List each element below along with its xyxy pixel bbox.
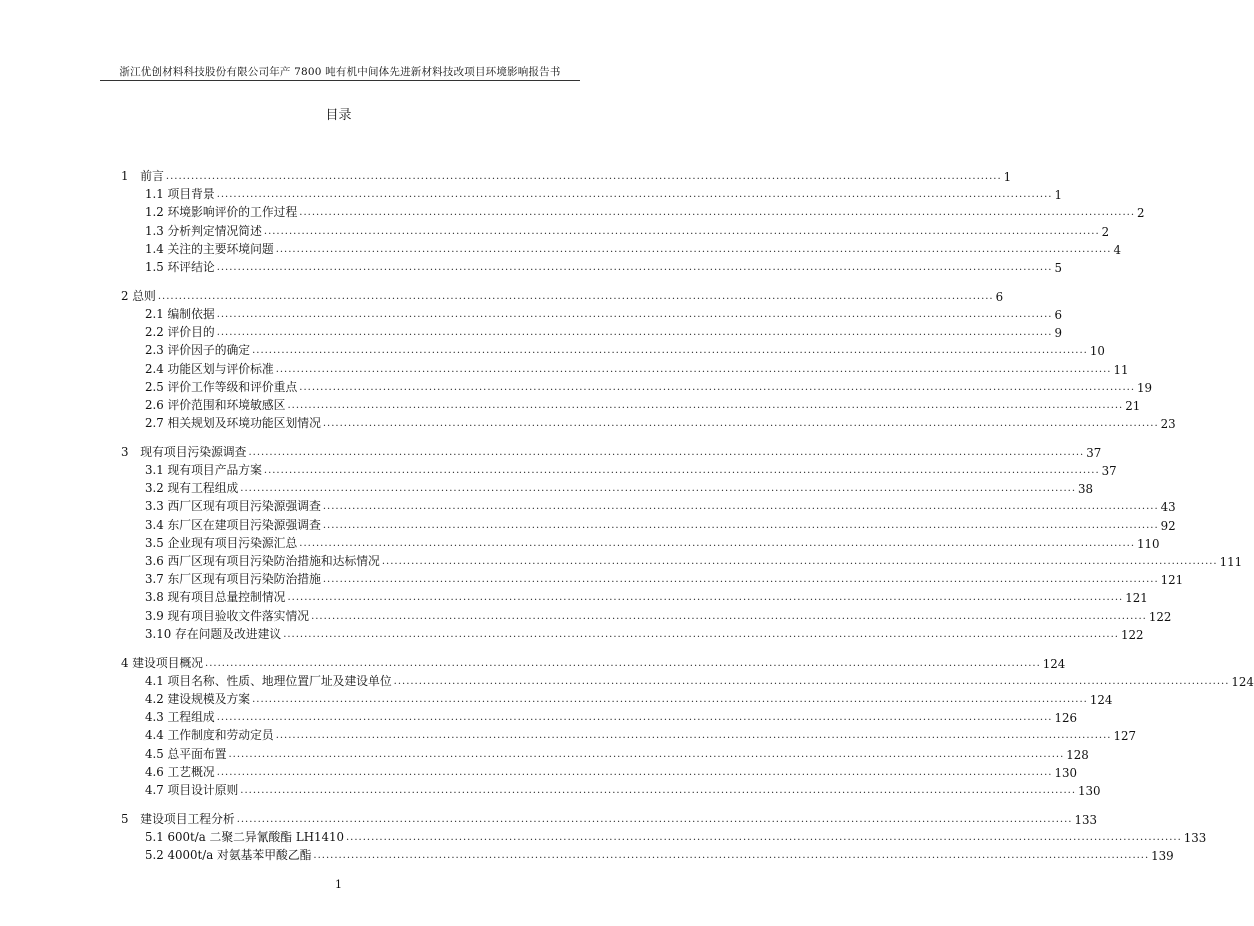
toc-entry-page: 9 — [1054, 326, 1062, 341]
toc-leader-dots: ........................................................................................................................................................................................................ — [393, 675, 1230, 687]
toc-entry-label: 3.3 西厂区现有项目污染源强调查 — [145, 499, 321, 514]
toc-entry-label: 2.3 评价因子的确定 — [145, 343, 251, 358]
toc-entry-page: 37 — [1086, 445, 1102, 460]
toc-section-row[interactable] — [145, 551, 1243, 569]
toc-entry-label: 1.2 环境影响评价的工作过程 — [145, 205, 298, 220]
toc-entry-page: 11 — [1113, 362, 1129, 377]
toc-entry-page: 121 — [1160, 573, 1184, 588]
toc-entry-label: 3.7 东厂区现有项目污染防治措施 — [145, 572, 321, 587]
toc-entry-page: 4 — [1113, 242, 1121, 257]
toc-leader-dots: ........................................................................................................................................................................................................ — [283, 628, 1119, 640]
toc-entry-label: 4.2 建设规模及方案 — [145, 691, 251, 706]
toc-section-row[interactable] — [145, 239, 1121, 257]
header-divider — [100, 80, 580, 81]
toc-entry-page: 92 — [1160, 518, 1176, 533]
toc-section-row[interactable] — [145, 780, 1101, 798]
toc-section-row[interactable] — [145, 762, 1077, 780]
toc-leader-dots: ........................................................................................................................................................................................................ — [346, 831, 1182, 843]
toc-chapter-row[interactable] — [121, 166, 1012, 184]
toc-entry-page: 133 — [1074, 812, 1097, 827]
toc-section-row[interactable] — [145, 340, 1105, 359]
toc-leader-dots: ........................................................................................................................................................................................................ — [275, 243, 1112, 255]
toc-section-row[interactable] — [145, 377, 1153, 395]
toc-entry-page: 23 — [1160, 417, 1176, 432]
toc-entry-page: 21 — [1125, 398, 1141, 413]
toc-entry-page: 37 — [1101, 464, 1117, 478]
toc-leader-dots: ........................................................................................................................................................................................................ — [275, 363, 1112, 375]
page-number: 1 — [335, 878, 342, 891]
toc-leader-dots: ........................................................................................................................................................................................................ — [240, 483, 1077, 495]
toc-entry-page: 1 — [1003, 170, 1012, 184]
toc-entry-page: 122 — [1148, 609, 1172, 624]
toc-section-row[interactable] — [145, 221, 1110, 239]
toc-entry-page: 5 — [1054, 261, 1062, 275]
toc-leader-dots: ........................................................................................................................................................................................................ — [287, 399, 1124, 411]
toc-entry-page: 6 — [995, 289, 1004, 304]
toc-entry-label: 4.6 工艺概况 — [145, 764, 215, 779]
toc-section-row[interactable] — [145, 606, 1172, 624]
toc-leader-dots: ........................................................................................................................................................................................................ — [311, 610, 1147, 622]
toc-entry-page: 38 — [1078, 482, 1094, 497]
toc-entry-label: 3 现有项目污染源调查 — [121, 444, 247, 459]
toc-section-row[interactable] — [145, 689, 1113, 707]
toc-chapter-row[interactable] — [121, 653, 1066, 671]
toc-leader-dots: ........................................................................................................................................................................................................ — [299, 207, 1136, 219]
toc-section-row[interactable] — [145, 827, 1207, 845]
toc-leader-dots: ........................................................................................................................................................................................................ — [236, 813, 1073, 825]
toc-entry-page: 124 — [1089, 692, 1113, 707]
toc-leader-dots: ........................................................................................................................................................................................................ — [165, 171, 1002, 182]
toc-leader-dots: ........................................................................................................................................................................................................ — [157, 290, 994, 302]
toc-leader-dots: ........................................................................................................................................................................................................ — [275, 730, 1112, 742]
toc-section-row[interactable] — [145, 587, 1148, 606]
toc-leader-dots: ........................................................................................................................................................................................................ — [228, 748, 1065, 760]
toc-entry-label: 3.2 现有工程组成 — [145, 481, 239, 496]
toc-section-row[interactable] — [145, 515, 1176, 533]
toc-entry-page: 43 — [1160, 500, 1176, 515]
toc-entry-page: 127 — [1113, 729, 1136, 744]
toc-leader-dots: ........................................................................................................................................................................................................ — [322, 501, 1159, 513]
toc-section-row[interactable] — [145, 257, 1062, 275]
toc-leader-dots: ........................................................................................................................................................................................................ — [322, 574, 1159, 586]
toc-entry-label: 2.4 功能区划与评价标准 — [145, 361, 274, 376]
toc-entry-label: 5.2 4000t/a 对氨基苯甲酸乙酯 — [145, 848, 312, 862]
toc-section-row[interactable] — [145, 707, 1077, 726]
toc-leader-dots: ........................................................................................................................................................................................................ — [216, 327, 1053, 339]
toc-section-row[interactable] — [145, 184, 1062, 203]
toc-leader-dots: ........................................................................................................................................................................................................ — [381, 556, 1218, 567]
toc-section-row[interactable] — [145, 671, 1254, 689]
toc-entry-label: 4.4 工作制度和劳动定员 — [145, 728, 274, 743]
toc-leader-dots: ........................................................................................................................................................................................................ — [216, 262, 1053, 273]
toc-entry-label: 1.3 分析判定情况简述 — [145, 223, 262, 238]
toc-entry-page: 133 — [1183, 830, 1207, 845]
toc-entry-page: 128 — [1066, 747, 1089, 762]
toc-section-row[interactable] — [145, 569, 1184, 588]
toc-section-row[interactable] — [145, 624, 1144, 642]
toc-entry-label: 2.6 评价范围和环境敏感区 — [145, 397, 286, 412]
toc-entry-label: 3.5 企业现有项目污染源汇总 — [145, 535, 298, 550]
toc-entry-label: 1.5 环评结论 — [145, 260, 215, 274]
toc-entry-label: 4.3 工程组成 — [145, 710, 215, 725]
toc-leader-dots: ........................................................................................................................................................................................................ — [263, 225, 1100, 237]
toc-entry-page: 111 — [1219, 555, 1243, 569]
toc-section-row[interactable] — [145, 322, 1062, 341]
toc-entry-label: 3.10 存在问题及改进建议 — [145, 626, 282, 641]
toc-entry-page: 124 — [1231, 674, 1254, 689]
toc-section-row[interactable] — [145, 413, 1176, 432]
toc-entry-label: 2.2 评价目的 — [145, 325, 215, 340]
toc-section-row[interactable] — [145, 725, 1136, 744]
toc-section-row[interactable] — [145, 496, 1176, 515]
toc-entry-label: 5 建设项目工程分析 — [121, 811, 235, 826]
toc-entry-label: 3.8 现有项目总量控制情况 — [145, 590, 286, 605]
toc-section-row[interactable] — [145, 395, 1141, 413]
toc-entry-page: 110 — [1137, 536, 1160, 551]
toc-entry-label: 1.4 关注的主要环境问题 — [145, 241, 274, 256]
toc-entry-page: 139 — [1151, 849, 1174, 863]
toc-entry-page: 19 — [1137, 380, 1153, 395]
toc-leader-dots: ........................................................................................................................................................................................................ — [205, 657, 1041, 669]
toc-leader-dots: ........................................................................................................................................................................................................ — [287, 592, 1124, 604]
toc-entry-page: 130 — [1078, 783, 1101, 798]
toc-entry-label: 4.5 总平面布置 — [145, 746, 227, 761]
toc-section-row[interactable] — [145, 202, 1145, 221]
toc-entry-label: 5.1 600t/a 二聚二异氰酸酯 LH1410 — [145, 829, 344, 844]
toc-section-row[interactable] — [145, 744, 1089, 762]
toc-entry-page: 124 — [1042, 656, 1066, 671]
toc-section-row[interactable] — [145, 533, 1160, 551]
toc-entry-label: 4 建设项目概况 — [121, 655, 204, 670]
toc-entry-label: 3.1 现有项目产品方案 — [145, 463, 262, 477]
toc-leader-dots: ........................................................................................................................................................................................................ — [216, 712, 1053, 724]
toc-entry-label: 3.4 东厂区在建项目污染源强调查 — [145, 517, 321, 532]
toc-leader-dots: ........................................................................................................................................................................................................ — [299, 381, 1136, 393]
toc-entry-label: 3.6 西厂区现有项目污染防治措施和达标情况 — [145, 554, 380, 568]
toc-leader-dots: ........................................................................................................................................................................................................ — [248, 446, 1085, 458]
toc-leader-dots: ........................................................................................................................................................................................................ — [322, 519, 1159, 531]
toc-entry-page: 121 — [1125, 591, 1148, 606]
toc-entry-label: 4.1 项目名称、性质、地理位置厂址及建设单位 — [145, 673, 392, 688]
toc-entry-page: 126 — [1054, 711, 1077, 726]
toc-entry-page: 2 — [1101, 224, 1110, 239]
toc-section-row[interactable] — [145, 460, 1117, 478]
toc-chapter-row[interactable] — [121, 809, 1097, 827]
toc-leader-dots: ........................................................................................................................................................................................................ — [216, 189, 1053, 201]
toc-leader-dots: ........................................................................................................................................................................................................ — [322, 418, 1159, 430]
toc-leader-dots: ........................................................................................................................................................................................................ — [313, 850, 1150, 861]
toc-entry-label: 3.9 现有项目验收文件落实情况 — [145, 608, 310, 623]
toc-leader-dots: ........................................................................................................................................................................................................ — [216, 766, 1053, 778]
toc-leader-dots: ........................................................................................................................................................................................................ — [263, 465, 1100, 476]
running-header: 浙江优创材料科技股份有限公司年产 7800 吨有机中间体先进新材料技改项目环境影响报告书 — [119, 66, 561, 78]
toc-chapter-row[interactable] — [121, 442, 1102, 460]
toc-entry-label: 1.1 项目背景 — [145, 187, 215, 202]
toc-section-row[interactable] — [145, 845, 1174, 863]
toc-leader-dots: ........................................................................................................................................................................................................ — [240, 784, 1077, 796]
toc-section-row[interactable] — [145, 359, 1129, 377]
toc-entry-page: 2 — [1137, 206, 1145, 221]
toc-entry-page: 10 — [1089, 344, 1105, 359]
toc-leader-dots: ........................................................................................................................................................................................................ — [216, 308, 1053, 320]
toc-entry-label: 2.5 评价工作等级和评价重点 — [145, 379, 298, 394]
toc-entry-page: 122 — [1120, 627, 1144, 642]
toc-entry-page: 1 — [1054, 188, 1062, 203]
toc-leader-dots: ........................................................................................................................................................................................................ — [252, 693, 1088, 705]
toc-entry-label: 2.1 编制依据 — [145, 306, 215, 321]
toc-entry-page: 6 — [1054, 307, 1062, 322]
toc-leader-dots: ........................................................................................................................................................................................................ — [252, 345, 1088, 357]
toc-section-row[interactable] — [145, 304, 1062, 322]
page-title: 目录 — [325, 108, 352, 123]
toc-chapter-row[interactable] — [121, 286, 1004, 304]
toc-section-row[interactable] — [145, 478, 1094, 497]
toc-entry-label: 4.7 项目设计原则 — [145, 782, 239, 797]
toc-leader-dots: ........................................................................................................................................................................................................ — [299, 537, 1136, 549]
toc-entry-page: 130 — [1054, 765, 1077, 780]
toc-entry-label: 2.7 相关规划及环境功能区划情况 — [145, 416, 321, 431]
toc-entry-label: 2 总则 — [121, 288, 156, 303]
toc-entry-label: 1 前言 — [121, 169, 164, 183]
